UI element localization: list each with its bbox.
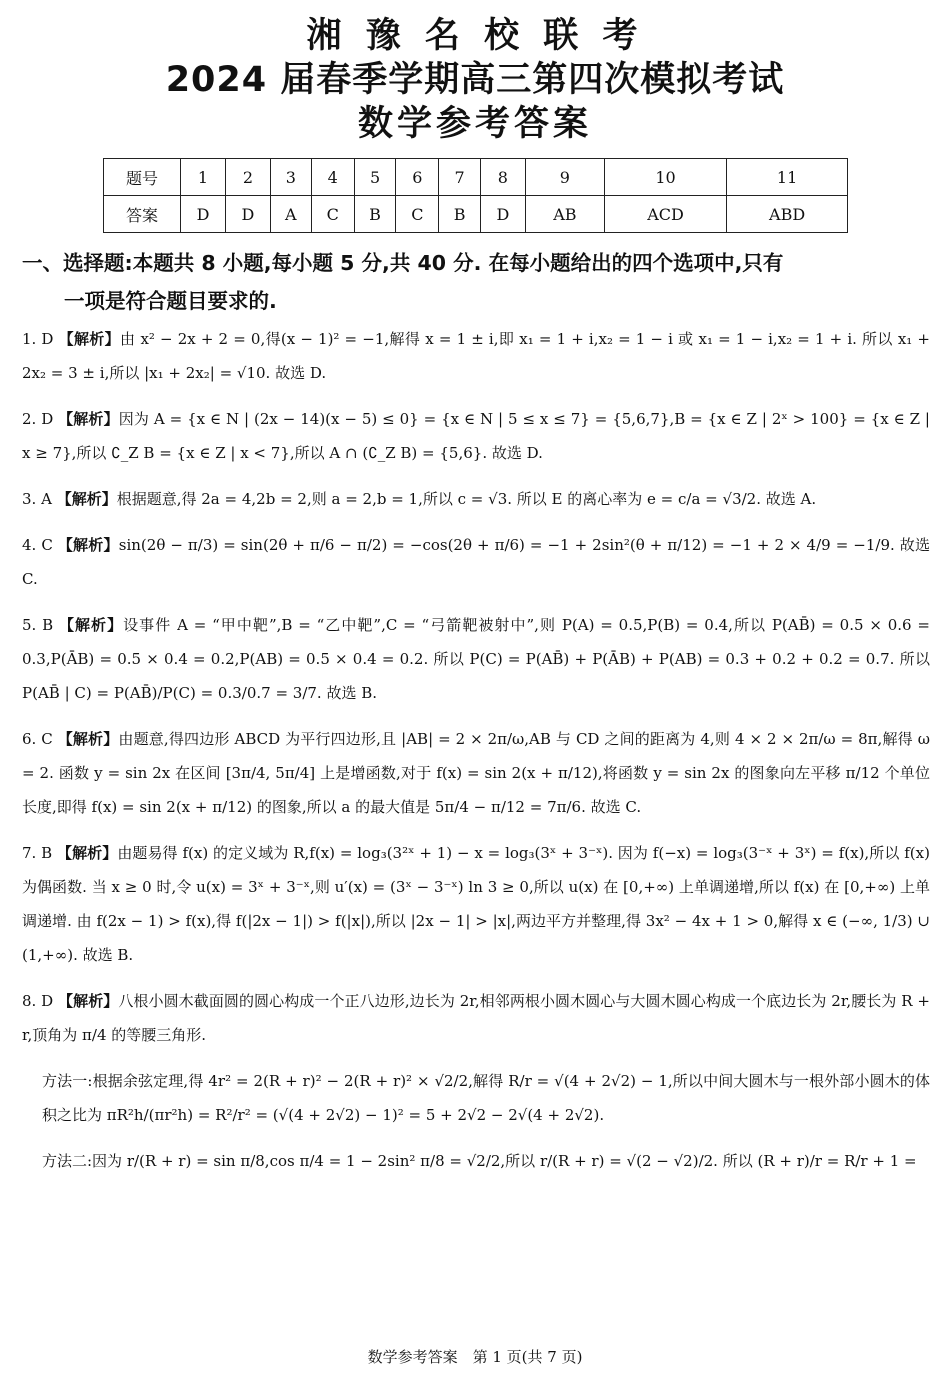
- solution-number: 8. D: [22, 992, 54, 1010]
- solution-number: 6. C: [22, 730, 53, 748]
- solution-item: [22, 528, 930, 596]
- solution-item: [22, 836, 930, 972]
- analysis-tag: 【解析】: [58, 992, 119, 1010]
- solution-text: 由题易得 f(x) 的定义域为 R,f(x) = log₃(3²ˣ + 1) − x = log₃(3ˣ + 3⁻ˣ). 因为 f(−x) = log₃(3⁻ˣ + 3ˣ) = f(x),所以 f(x) 为偶函数. 当 x ≥ 0 时,令 u(x) = 3ˣ + 3⁻ˣ,则 u′(x) = (3ˣ − 3⁻ˣ) ln 3 ≥ 0,所以 u(x) 在 [0,+∞) 上单调递增,所以 f(x) 在 [0,+∞) 上单调递增. 由 f(2x − 1) > f(x),得 f(|2x − 1|) > f(|x|),所以 |2x − 1| > |x|,两边平方并整理,得 3x² − 4x + 1 > 0,解得 x ∈ (−∞, 1/3) ∪ (1,+∞). 故选 B.: [22, 844, 930, 964]
- section-heading: [22, 244, 932, 320]
- solution-number: 4. C: [22, 536, 53, 554]
- solution-number: 2. D: [22, 410, 54, 428]
- row-label-answer: 答案: [104, 196, 181, 233]
- answer-cell: ABD: [727, 196, 848, 233]
- analysis-tag: 【解析】: [57, 536, 119, 554]
- answer-cell: C: [311, 196, 354, 233]
- solution-number: 3. A: [22, 490, 52, 508]
- row-label-question: 题号: [104, 159, 181, 196]
- analysis-tag: 【解析】: [57, 730, 119, 748]
- exam-union-title: 湘 豫 名 校 联 考: [306, 16, 644, 56]
- answer-cell: D: [225, 196, 270, 233]
- answer-row: [104, 196, 848, 233]
- analysis-tag: 【解析】: [56, 490, 117, 508]
- section-heading-line1: 一、选择题:本题共 8 小题,每小题 5 分,共 40 分. 在每小题给出的四个选项中,只有: [22, 251, 784, 275]
- solution-item: [22, 984, 930, 1052]
- solution-number: 5. B: [22, 616, 54, 634]
- question-number: 4: [311, 159, 354, 196]
- solution-item: [22, 402, 930, 470]
- solution-text: 因为 A = {x ∈ N | (2x − 14)(x − 5) ≤ 0} = {x ∈ N | 5 ≤ x ≤ 7} = {5,6,7},B = {x ∈ Z | 2ˣ > 100} = {x ∈ Z | x ≥ 7},所以 ∁_Z B = {x ∈ Z | x < 7},所以 A ∩ (∁_Z B) = {5,6}. 故选 D.: [22, 410, 930, 462]
- question-number: 7: [439, 159, 481, 196]
- method-two: 方法二:因为 r/(R + r) = sin π/8,cos π/4 = 1 − 2sin² π/8 = √2/2,所以 r/(R + r) = √(2 − √2)/2. 所以 (R + r)/r = R/r + 1 =: [42, 1152, 917, 1170]
- solution-text: 由 x² − 2x + 2 = 0,得(x − 1)² = −1,解得 x = 1 ± i,即 x₁ = 1 + i,x₂ = 1 − i 或 x₁ = 1 − i,x₂ = 1 + i. 所以 x₁ + 2x₂ = 3 ± i,所以 |x₁ + 2x₂| = √10. 故选 D.: [22, 330, 930, 382]
- answer-cell: A: [270, 196, 311, 233]
- solution-number: 1. D: [22, 330, 54, 348]
- analysis-tag: 【解析】: [58, 330, 120, 348]
- answer-cell: C: [396, 196, 439, 233]
- question-number: 10: [604, 159, 726, 196]
- answer-cell: D: [480, 196, 525, 233]
- question-number-row: [104, 159, 848, 196]
- question-number: 9: [525, 159, 604, 196]
- solution-text: 根据题意,得 2a = 4,2b = 2,则 a = 2,b = 1,所以 c = √3. 所以 E 的离心率为 e = c/a = √3/2. 故选 A.: [116, 490, 817, 508]
- question-number: 3: [270, 159, 311, 196]
- exam-name-title: 2024 届春季学期高三第四次模拟考试: [165, 60, 785, 100]
- question-number: 11: [727, 159, 848, 196]
- analysis-tag: 【解析】: [57, 844, 118, 862]
- question-number: 2: [225, 159, 270, 196]
- answer-cell: AB: [525, 196, 604, 233]
- solution-number: 7. B: [22, 844, 53, 862]
- answer-cell: D: [181, 196, 226, 233]
- answer-cell: B: [354, 196, 396, 233]
- question-number: 8: [480, 159, 525, 196]
- solutions-body: [22, 322, 930, 1190]
- solution-text: 由题意,得四边形 ABCD 为平行四边形,且 |AB| = 2 × 2π/ω,AB 与 CD 之间的距离为 4,则 4 × 2 × 2π/ω = 8π,解得 ω = 2. 函数 y = sin 2x 在区间 [3π/4, 5π/4] 上是增函数,对于 f(x) = sin 2(x + π/12),将函数 y = sin 2x 的图象向左平移 π/12 个单位长度,即得 f(x) = sin 2(x + π/12) 的图象,所以 a 的最大值是 5π/4 − π/12 = 7π/6. 故选 C.: [22, 730, 930, 816]
- solution-item: [22, 722, 930, 824]
- analysis-tag: 【解析】: [58, 616, 124, 634]
- solution-item: [22, 608, 930, 710]
- solution-text: 八根小圆木截面圆的圆心构成一个正八边形,边长为 2r,相邻两根小圆木圆心与大圆木圆心构成一个底边长为 2r,腰长为 R + r,顶角为 π/4 的等腰三角形.: [22, 992, 930, 1044]
- section-heading-line2: 一项是符合题目要求的.: [64, 289, 277, 313]
- solution-item: [22, 322, 930, 390]
- question-number: 6: [396, 159, 439, 196]
- method-one: 方法一:根据余弦定理,得 4r² = 2(R + r)² − 2(R + r)² × √2/2,解得 R/r = √(4 + 2√2) − 1,所以中间大圆木与一根外部小圆木的体积之比为 πR²h/(πr²h) = R²/r² = (√(4 + 2√2) − 1)² = 5 + 2√2 − 2√(4 + 2√2).: [42, 1072, 930, 1124]
- document-header: [0, 14, 950, 146]
- answer-cell: ACD: [604, 196, 726, 233]
- solution-text: sin(2θ − π/3) = sin(2θ + π/6 − π/2) = −cos(2θ + π/6) = −1 + 2sin²(θ + π/12) = −1 + 2 × 4/9 = −1/9. 故选 C.: [22, 536, 930, 588]
- solution-item: [22, 482, 930, 516]
- page-footer: 数学参考答案 第 1 页(共 7 页): [367, 1348, 583, 1366]
- question-number: 1: [181, 159, 226, 196]
- answer-cell: B: [439, 196, 481, 233]
- analysis-tag: 【解析】: [58, 410, 119, 428]
- question-number: 5: [354, 159, 396, 196]
- answer-table: [103, 158, 848, 233]
- answer-key-title: 数学参考答案: [357, 104, 592, 144]
- solution-text: 设事件 A = “甲中靶”,B = “乙中靶”,C = “弓箭靶被射中”,则 P(A) = 0.5,P(B) = 0.4,所以 P(AB̄) = 0.5 × 0.6 = 0.3,P(ĀB) = 0.5 × 0.4 = 0.2,P(AB) = 0.5 × 0.4 = 0.2. 所以 P(C) = P(AB̄) + P(ĀB) + P(AB) = 0.3 + 0.2 + 0.2 = 0.7. 所以 P(AB̄ | C) = P(AB̄)/P(C) = 0.3/0.7 = 3/7. 故选 B.: [22, 616, 930, 702]
